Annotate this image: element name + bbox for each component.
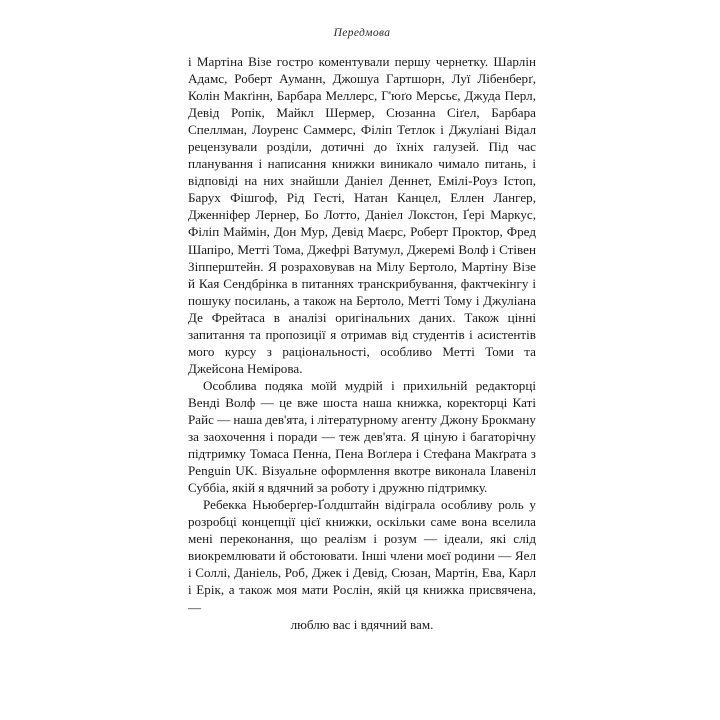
paragraph-editor-thanks [188, 377, 536, 496]
closing-line: люблю вас і вдячний вам. [290, 616, 434, 632]
publisher-name: Penguin [188, 463, 231, 479]
paragraph-family-thanks: Ребекка Ньюберґер-Ґолдштайн відіграла особливу роль у розробці концепції цієї книжки, оскільки саме вона вселила мені переконання, що реалізм і розум — ідеали, які слід виокремлювати й обстоювати. Інші члени моєї родини — Яел і Соллі, Даніель, Роб, Джек і Девід, Сюзан, Мартін, Ева, Карл і Ерік, а також моя мати Рослін, якій ця книжка присвячена, — [188, 497, 536, 615]
publisher-region: UK [235, 463, 255, 479]
paragraph-text-before-publisher: Особлива подяка моїй мудрій і прихильній редакторці Венді Волф — це вже шоста наша книжка, коректорці Каті Райс — наша дев'ята, і літературному агенту Джону Брокману за заохочення і поради — теж дев'ята. Я ціную і багаторічну підтримку Томаса Пенна, Пена Воґлера і Стефана Макґрата з [188, 377, 536, 462]
paragraph-continued: і Мартіна Візе гостро коментували першу чернетку. Шарлін Адамс, Роберт Ауманн, Джошуа Гартшорн, Луї Лібенберґ, Колін Макґінн, Барбара Меллерс, Г'юґо Мерсьє, Джуда Перл, Девід Ропік, Майкл Шермер, Сюзанна Сіґел, Барбара Спеллман, Лоуренс Саммерс, Філіп Тетлок і Джуліані Відал рецензували розділи, дотичні до їхніх галузей. Під час планування і написання книжки виникало чимало питань, і відповіді на них знайшли Даніел Деннет, Емілі-Роуз Істоп, Барух Фішгоф, Рід Гесті, Натан Канцел, Еллен Лангер, Дженніфер Лернер, Бо Лотто, Даніел Локстон, Ґері Маркус, Філіп Маймін, Дон Мур, Девід Маєрс, Роберт Проктор, Фред Шапіро, Метті Тома, Джефрі Ватумул, Джеремі Волф і Стівен Зіпперштейн. Я розраховував на Мілу Бертоло, Мартіну Візе й Кая Сендбрінка в питаннях транскрибування, фактчекінгу і пошуку посилань, а також на Бертоло, Метті Тому і Джуліана Де Фрейтаса в аналізі оригінальних даних. Також цінні запитання та пропозиції я отримав від студентів і асистентів мого курсу з раціональності, особливо Метті Томи та Джейсона Немірова. [188, 54, 536, 376]
paragraph-text-after-publisher: . Візуальне оформлення вкотре виконала Ілавеніл Суббіа, якій я вдячний за роботу і дружню підтримку. [188, 463, 536, 496]
running-head: Передмова [333, 27, 391, 39]
body-text-block [188, 53, 536, 633]
